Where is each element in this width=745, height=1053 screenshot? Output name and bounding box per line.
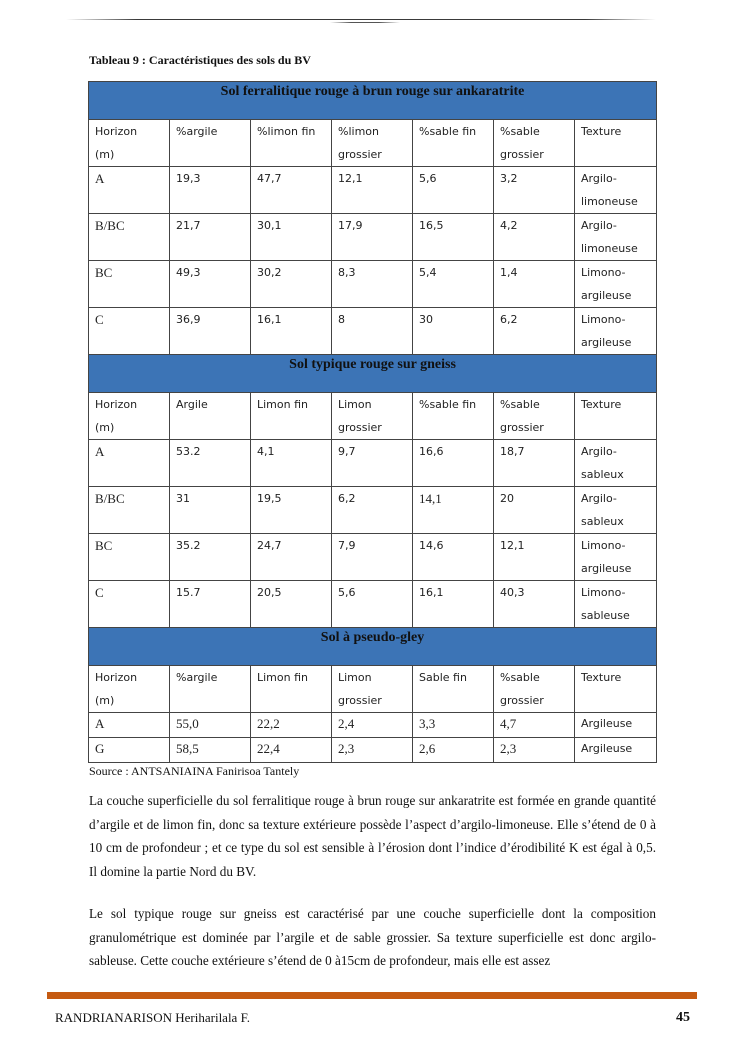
value-cell: 4,7 bbox=[494, 713, 575, 738]
cell-line: sableux bbox=[581, 515, 624, 528]
value-cell: 16,1 bbox=[413, 581, 494, 628]
cell-line: %argile bbox=[176, 671, 218, 684]
value-cell: 3,2 bbox=[494, 167, 575, 214]
value-cell: 49,3 bbox=[170, 261, 251, 308]
value-cell bbox=[575, 581, 657, 628]
value-cell: 3,3 bbox=[413, 713, 494, 738]
value-cell bbox=[575, 214, 657, 261]
cell-line: (m) bbox=[95, 694, 115, 707]
column-header bbox=[170, 393, 251, 440]
cell-line: Limono- bbox=[581, 313, 626, 326]
column-header bbox=[575, 393, 657, 440]
cell-line: sableuse bbox=[581, 609, 630, 622]
table-row bbox=[89, 581, 657, 628]
column-header bbox=[89, 393, 170, 440]
cell-line: Texture bbox=[581, 125, 622, 138]
value-cell: 4,2 bbox=[494, 214, 575, 261]
page-number: 45 bbox=[676, 1010, 690, 1025]
cell-line: Texture bbox=[581, 398, 622, 411]
value-cell: 31 bbox=[170, 487, 251, 534]
cell-line: Limono- bbox=[581, 586, 626, 599]
value-cell: 5,6 bbox=[332, 581, 413, 628]
cell-line: %sable bbox=[500, 398, 540, 411]
horizon-cell: A bbox=[89, 167, 170, 214]
column-header bbox=[332, 120, 413, 167]
value-cell: 8 bbox=[332, 308, 413, 355]
table-source: Source : ANTSANIAINA Fanirisoa Tantely bbox=[89, 764, 300, 778]
cell-line: Limon fin bbox=[257, 671, 308, 684]
value-cell: 15.7 bbox=[170, 581, 251, 628]
value-cell: 5,6 bbox=[413, 167, 494, 214]
horizon-cell: G bbox=[89, 738, 170, 763]
column-header bbox=[89, 120, 170, 167]
value-cell bbox=[575, 440, 657, 487]
footer-bar bbox=[47, 992, 697, 999]
value-cell: 2,3 bbox=[332, 738, 413, 763]
value-cell: 9,7 bbox=[332, 440, 413, 487]
column-header bbox=[413, 120, 494, 167]
value-cell: 22,4 bbox=[251, 738, 332, 763]
value-cell: 35.2 bbox=[170, 534, 251, 581]
value-cell: 2,3 bbox=[494, 738, 575, 763]
table-row bbox=[89, 261, 657, 308]
cell-line: %sable bbox=[500, 125, 540, 138]
table-row bbox=[89, 308, 657, 355]
cell-line: Texture bbox=[581, 671, 622, 684]
header-row bbox=[89, 393, 657, 440]
value-cell: 24,7 bbox=[251, 534, 332, 581]
value-cell: 47,7 bbox=[251, 167, 332, 214]
column-header bbox=[251, 393, 332, 440]
column-header bbox=[170, 666, 251, 713]
horizon-cell: C bbox=[89, 308, 170, 355]
section-row bbox=[89, 628, 657, 666]
cell-line: Sable fin bbox=[419, 671, 467, 684]
cell-line: (m) bbox=[95, 148, 115, 161]
cell-line: %sable bbox=[500, 671, 540, 684]
paragraph-ferralitique: La couche superficielle du sol ferralitique rouge à brun rouge sur ankaratrite est formée en grande quantité d’argile et de limon fin, donc sa texture extérieure possède l’aspect d’argilo-limoneuse. Elle s’étend de 0 à 10 cm de profondeur ; et ce type du sol est sensible à l’érosion dont l’indice d’érodibilité K est égal à 0,5. Il domine la partie Nord du BV. bbox=[89, 793, 656, 879]
column-header bbox=[170, 120, 251, 167]
cell-line: Argilo- bbox=[581, 492, 617, 505]
value-cell: 2,4 bbox=[332, 713, 413, 738]
column-header bbox=[251, 666, 332, 713]
value-cell: 4,1 bbox=[251, 440, 332, 487]
column-header bbox=[494, 393, 575, 440]
table-row bbox=[89, 534, 657, 581]
cell-line: %sable fin bbox=[419, 398, 477, 411]
cell-line: grossier bbox=[338, 148, 382, 161]
table-row bbox=[89, 738, 657, 763]
table-row bbox=[89, 214, 657, 261]
cell-line: grossier bbox=[338, 694, 382, 707]
column-header bbox=[251, 120, 332, 167]
cell-line: limoneuse bbox=[581, 195, 638, 208]
cell-line: Argilo- bbox=[581, 445, 617, 458]
cell-line: grossier bbox=[500, 694, 544, 707]
paragraph-gneiss: Le sol typique rouge sur gneiss est caractérisé par une couche superficielle dont la composition granulométrique est dominée par l’argile et de sable grossier. Sa texture superficielle est donc argilo-sableuse. Cette couche extérieure s’étend de 0 à15cm de profondeur, mais elle est assez bbox=[89, 906, 656, 968]
cell-line: sableux bbox=[581, 468, 624, 481]
cell-line: grossier bbox=[500, 148, 544, 161]
value-cell: 7,9 bbox=[332, 534, 413, 581]
header-rule-ornament bbox=[330, 22, 400, 23]
value-cell: 53.2 bbox=[170, 440, 251, 487]
column-header bbox=[494, 666, 575, 713]
value-cell: 40,3 bbox=[494, 581, 575, 628]
cell-line: Limono- bbox=[581, 266, 626, 279]
cell-line: (m) bbox=[95, 421, 115, 434]
column-header bbox=[575, 120, 657, 167]
value-cell: 6,2 bbox=[332, 487, 413, 534]
cell-line: Argileuse bbox=[581, 742, 633, 755]
value-cell: 16,1 bbox=[251, 308, 332, 355]
value-cell: 20 bbox=[494, 487, 575, 534]
table-row bbox=[89, 713, 657, 738]
value-cell: 55,0 bbox=[170, 713, 251, 738]
value-cell bbox=[575, 308, 657, 355]
column-header bbox=[89, 666, 170, 713]
cell-line: limoneuse bbox=[581, 242, 638, 255]
horizon-cell: BC bbox=[89, 261, 170, 308]
table-row bbox=[89, 487, 657, 534]
table-caption: Tableau 9 : Caractéristiques des sols du BV bbox=[89, 53, 311, 67]
cell-line: Limon fin bbox=[257, 398, 308, 411]
value-cell: 16,5 bbox=[413, 214, 494, 261]
value-cell bbox=[575, 738, 657, 763]
cell-line: Horizon bbox=[95, 671, 138, 684]
value-cell: 18,7 bbox=[494, 440, 575, 487]
cell-line: Limon bbox=[338, 671, 372, 684]
cell-line: argileuse bbox=[581, 336, 632, 349]
table-row bbox=[89, 167, 657, 214]
cell-line: Limon bbox=[338, 398, 372, 411]
horizon-cell: A bbox=[89, 440, 170, 487]
horizon-cell: C bbox=[89, 581, 170, 628]
soil-characteristics-table bbox=[88, 81, 657, 763]
value-cell bbox=[575, 261, 657, 308]
column-header bbox=[413, 393, 494, 440]
section-title: Sol typique rouge sur gneiss bbox=[89, 355, 657, 393]
cell-line: %limon bbox=[338, 125, 379, 138]
cell-line: Horizon bbox=[95, 125, 138, 138]
value-cell: 30,1 bbox=[251, 214, 332, 261]
value-cell: 14,1 bbox=[413, 487, 494, 534]
value-cell: 14,6 bbox=[413, 534, 494, 581]
value-cell: 17,9 bbox=[332, 214, 413, 261]
value-cell bbox=[575, 534, 657, 581]
cell-line: %limon fin bbox=[257, 125, 316, 138]
value-cell: 6,2 bbox=[494, 308, 575, 355]
header-row bbox=[89, 666, 657, 713]
cell-line: Argile bbox=[176, 398, 208, 411]
value-cell: 21,7 bbox=[170, 214, 251, 261]
cell-line: grossier bbox=[500, 421, 544, 434]
value-cell: 16,6 bbox=[413, 440, 494, 487]
cell-line: argileuse bbox=[581, 289, 632, 302]
section-row bbox=[89, 82, 657, 120]
cell-line: %sable fin bbox=[419, 125, 477, 138]
column-header bbox=[332, 666, 413, 713]
horizon-cell: BC bbox=[89, 534, 170, 581]
cell-line: Argileuse bbox=[581, 717, 633, 730]
cell-line: Argilo- bbox=[581, 219, 617, 232]
value-cell: 20,5 bbox=[251, 581, 332, 628]
horizon-cell: A bbox=[89, 713, 170, 738]
value-cell: 1,4 bbox=[494, 261, 575, 308]
horizon-cell: B/BC bbox=[89, 487, 170, 534]
cell-line: Limono- bbox=[581, 539, 626, 552]
value-cell: 30,2 bbox=[251, 261, 332, 308]
value-cell bbox=[575, 167, 657, 214]
column-header bbox=[413, 666, 494, 713]
column-header bbox=[494, 120, 575, 167]
column-header bbox=[575, 666, 657, 713]
value-cell: 12,1 bbox=[332, 167, 413, 214]
cell-line: grossier bbox=[338, 421, 382, 434]
table-row bbox=[89, 440, 657, 487]
cell-line: argileuse bbox=[581, 562, 632, 575]
value-cell: 12,1 bbox=[494, 534, 575, 581]
value-cell: 19,5 bbox=[251, 487, 332, 534]
value-cell: 5,4 bbox=[413, 261, 494, 308]
section-row bbox=[89, 355, 657, 393]
value-cell: 30 bbox=[413, 308, 494, 355]
value-cell: 58,5 bbox=[170, 738, 251, 763]
value-cell: 22,2 bbox=[251, 713, 332, 738]
footer-author: RANDRIANARISON Heriharilala F. bbox=[55, 1010, 251, 1025]
header-row bbox=[89, 120, 657, 167]
horizon-cell: B/BC bbox=[89, 214, 170, 261]
value-cell bbox=[575, 487, 657, 534]
value-cell: 19,3 bbox=[170, 167, 251, 214]
cell-line: Horizon bbox=[95, 398, 138, 411]
header-rule bbox=[66, 19, 656, 20]
value-cell: 36,9 bbox=[170, 308, 251, 355]
section-title: Sol ferralitique rouge à brun rouge sur ankaratrite bbox=[89, 82, 657, 120]
value-cell bbox=[575, 713, 657, 738]
column-header bbox=[332, 393, 413, 440]
cell-line: Argilo- bbox=[581, 172, 617, 185]
value-cell: 2,6 bbox=[413, 738, 494, 763]
value-cell: 8,3 bbox=[332, 261, 413, 308]
cell-line: %argile bbox=[176, 125, 218, 138]
section-title: Sol à pseudo-gley bbox=[89, 628, 657, 666]
